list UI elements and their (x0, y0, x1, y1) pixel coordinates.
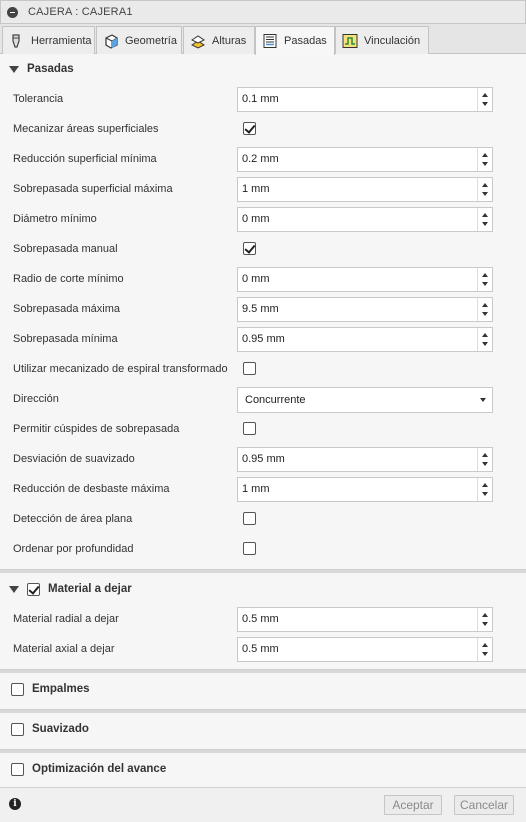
select-value[interactable]: Concurrente (245, 394, 306, 406)
tab-pasadas[interactable] (255, 26, 335, 55)
arrow-up-icon[interactable] (482, 93, 488, 97)
arrow-down-icon[interactable] (482, 312, 488, 316)
spinner-arrows[interactable] (477, 208, 492, 231)
spinner-arrows[interactable] (477, 268, 492, 291)
field-label: Sobrepasada manual (13, 243, 118, 255)
tab-geometria[interactable] (96, 26, 182, 54)
field-label: Detección de área plana (13, 513, 133, 525)
input-value[interactable]: 1 mm (242, 483, 270, 495)
tab-label: Pasadas (284, 35, 327, 47)
sobrepasada-maxima-input[interactable] (237, 297, 493, 322)
section-title: Material a dejar (48, 583, 132, 595)
spinner-arrows[interactable] (477, 148, 492, 171)
arrow-up-icon[interactable] (482, 483, 488, 487)
row-sobrepasada-minima (0, 324, 526, 354)
row-sobrepasada-maxima (0, 294, 526, 324)
spinner-arrows[interactable] (477, 478, 492, 501)
spinner-arrows[interactable] (477, 88, 492, 111)
diametro-minimo-input[interactable] (237, 207, 493, 232)
arrow-up-icon[interactable] (482, 613, 488, 617)
section-pasadas-header[interactable] (0, 54, 526, 84)
spinner-arrows[interactable] (477, 178, 492, 201)
tab-herramienta[interactable] (2, 26, 95, 54)
collapse-icon[interactable] (7, 7, 18, 18)
tool-icon (9, 33, 25, 49)
expand-triangle-icon[interactable] (9, 66, 19, 73)
info-icon[interactable]: i (9, 798, 21, 810)
row-cuspides (0, 414, 526, 444)
row-desviacion-suavizado (0, 444, 526, 474)
field-label: Material radial a dejar (13, 613, 119, 625)
arrow-down-icon[interactable] (482, 492, 488, 496)
desviacion-suavizado-input[interactable] (237, 447, 493, 472)
expand-triangle-icon[interactable] (9, 586, 19, 593)
sobrepasada-superficial-input[interactable] (237, 177, 493, 202)
row-direccion (0, 384, 526, 414)
material-radial-input[interactable] (237, 607, 493, 632)
geometry-icon (103, 33, 119, 49)
field-label: Sobrepasada mínima (13, 333, 118, 345)
section-suavizado-header[interactable] (0, 714, 526, 744)
passes-icon (262, 33, 278, 49)
cuspides-checkbox[interactable] (243, 422, 256, 435)
field-label: Sobrepasada superficial máxima (13, 183, 173, 195)
section-divider (0, 569, 526, 573)
arrow-up-icon[interactable] (482, 303, 488, 307)
tab-label: Vinculación (364, 34, 421, 47)
dialog-footer (0, 787, 526, 822)
field-label: Mecanizar áreas superficiales (13, 123, 159, 135)
sobrepasada-manual-checkbox[interactable] (243, 242, 256, 255)
arrow-up-icon[interactable] (482, 333, 488, 337)
radio-corte-input[interactable] (237, 267, 493, 292)
row-material-radial (0, 604, 526, 634)
arrow-down-icon[interactable] (482, 342, 488, 346)
direccion-select[interactable] (237, 387, 493, 413)
panel-content (0, 54, 526, 787)
arrow-up-icon[interactable] (482, 643, 488, 647)
arrow-down-icon[interactable] (482, 102, 488, 106)
input-value[interactable]: 0 mm (242, 213, 270, 225)
row-reduccion-desbaste (0, 474, 526, 504)
reduccion-desbaste-input[interactable] (237, 477, 493, 502)
field-label: Permitir cúspides de sobrepasada (13, 423, 180, 435)
arrow-up-icon[interactable] (482, 213, 488, 217)
row-tolerancia (0, 84, 526, 114)
input-value[interactable]: 0.5 mm (242, 643, 279, 655)
section-title: Empalmes (32, 683, 90, 695)
row-espiral-transformado (0, 354, 526, 384)
input-value[interactable]: 0 mm (242, 273, 270, 285)
input-value[interactable]: 0.95 mm (242, 333, 285, 345)
chevron-down-icon[interactable] (480, 398, 486, 402)
tab-bar (0, 24, 526, 54)
section-empalmes-header[interactable] (0, 674, 526, 704)
field-label: Ordenar por profundidad (13, 543, 134, 555)
accept-button[interactable]: Aceptar (384, 795, 442, 815)
field-label: Desviación de suavizado (13, 453, 135, 465)
row-diametro-minimo (0, 204, 526, 234)
field-label: Radio de corte mínimo (13, 273, 124, 285)
row-ordenar-profundidad (0, 534, 526, 564)
input-value[interactable]: 1 mm (242, 183, 270, 195)
tab-label: Geometría (125, 34, 177, 47)
sobrepasada-minima-input[interactable] (237, 327, 493, 352)
espiral-transformado-checkbox[interactable] (243, 362, 256, 375)
section-title: Pasadas (27, 63, 74, 75)
row-material-axial (0, 634, 526, 664)
mecanizar-areas-checkbox[interactable] (243, 122, 256, 135)
arrow-down-icon[interactable] (482, 282, 488, 286)
arrow-down-icon[interactable] (482, 162, 488, 166)
spinner-arrows[interactable] (477, 448, 492, 471)
input-value[interactable]: 0.95 mm (242, 453, 285, 465)
input-value[interactable]: 0.5 mm (242, 613, 279, 625)
section-optimizacion-header[interactable] (0, 754, 526, 784)
input-value[interactable]: 0.2 mm (242, 153, 279, 165)
spinner-arrows[interactable] (477, 298, 492, 321)
arrow-down-icon[interactable] (482, 222, 488, 226)
section-title: Suavizado (32, 723, 89, 735)
linking-icon (342, 33, 358, 49)
window-title: CAJERA : CAJERA1 (28, 6, 133, 18)
input-value[interactable]: 9.5 mm (242, 303, 279, 315)
input-value[interactable]: 0.1 mm (242, 93, 279, 105)
field-label: Sobrepasada máxima (13, 303, 121, 315)
row-sobrepasada-superficial (0, 174, 526, 204)
ordenar-profundidad-checkbox[interactable] (243, 542, 256, 555)
section-divider (0, 709, 526, 713)
field-label: Material axial a dejar (13, 643, 115, 655)
arrow-up-icon[interactable] (482, 273, 488, 277)
row-reduccion-superficial (0, 144, 526, 174)
spinner-arrows[interactable] (477, 328, 492, 351)
field-label: Utilizar mecanizado de espiral transformado (13, 363, 228, 375)
arrow-up-icon[interactable] (482, 183, 488, 187)
arrow-down-icon[interactable] (482, 192, 488, 196)
field-label: Reducción superficial mínima (13, 153, 157, 165)
tab-vinculacion[interactable] (335, 26, 429, 54)
heights-icon (190, 33, 206, 49)
arrow-down-icon[interactable] (482, 462, 488, 466)
arrow-down-icon[interactable] (482, 652, 488, 656)
field-label: Diámetro mínimo (13, 213, 97, 225)
field-label: Tolerancia (13, 93, 64, 105)
cancel-button[interactable]: Cancelar (454, 795, 514, 815)
section-divider (0, 669, 526, 673)
section-divider (0, 749, 526, 753)
tolerancia-input[interactable] (237, 87, 493, 112)
empalmes-checkbox[interactable] (11, 683, 24, 696)
arrow-down-icon[interactable] (482, 622, 488, 626)
row-sobrepasada-manual (0, 234, 526, 264)
field-label: Dirección (13, 393, 59, 405)
spinner-arrows[interactable] (477, 638, 492, 661)
field-label: Reducción de desbaste máxima (13, 483, 170, 495)
reduccion-superficial-input[interactable] (237, 147, 493, 172)
arrow-up-icon[interactable] (482, 153, 488, 157)
row-radio-corte (0, 264, 526, 294)
suavizado-checkbox[interactable] (11, 723, 24, 736)
material-enable-checkbox[interactable] (27, 583, 40, 596)
area-plana-checkbox[interactable] (243, 512, 256, 525)
material-axial-input[interactable] (237, 637, 493, 662)
row-area-plana (0, 504, 526, 534)
section-title: Optimización del avance (32, 763, 167, 775)
tab-label: Alturas (212, 34, 247, 47)
section-material-header[interactable] (0, 574, 526, 604)
tab-alturas[interactable] (183, 26, 255, 54)
spinner-arrows[interactable] (477, 608, 492, 631)
tab-label: Herramienta (31, 34, 92, 47)
row-mecanizar-areas (0, 114, 526, 144)
title-bar (0, 0, 526, 24)
optimizacion-checkbox[interactable] (11, 763, 24, 776)
arrow-up-icon[interactable] (482, 453, 488, 457)
